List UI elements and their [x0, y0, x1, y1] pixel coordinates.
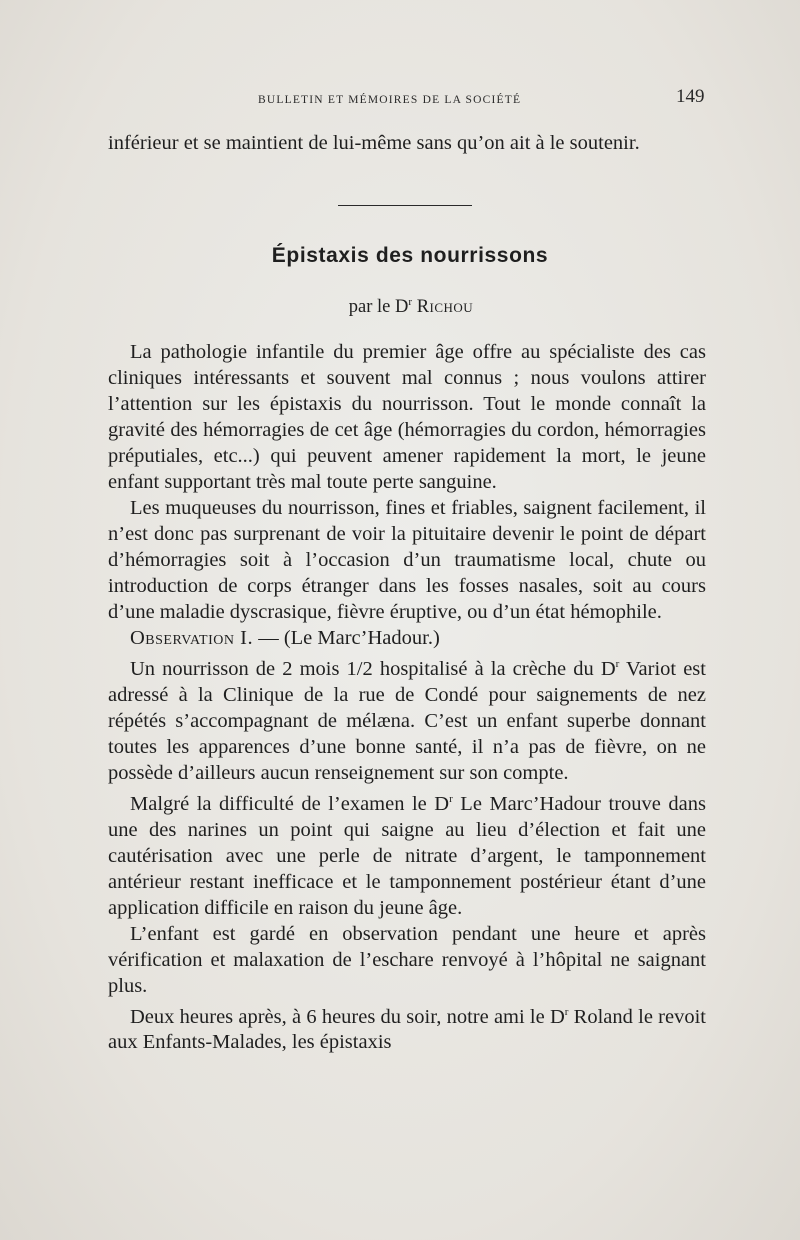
article-byline	[0, 296, 800, 318]
byline-sup: r	[408, 296, 413, 308]
obs1-text-a: Un nourrisson de 2 mois 1/2 hospitalisé à la crèche du D	[130, 657, 616, 680]
observation-heading	[108, 625, 706, 651]
obs4-text-b: Roland le revoit aux Enfants-Malades, les épistaxis	[108, 1005, 706, 1054]
section-divider	[338, 205, 472, 206]
observation-label: Observation I.	[130, 627, 254, 649]
observation-paragraph-3: L’enfant est gardé en observation pendant une heure et après vérification et malaxation de l’eschare renvoyé à l’hôpital ne saignant plus.	[108, 922, 706, 997]
obs2-text-b: Le Marc’Hadour trouve dans une des narines un point qui saigne au lieu d’élection et fait une cautérisation avec une perle de nitrate d’argent, le tamponnement antérieur restant inefficace et le tamponnement postérieur étant d’une application difficile en raison du jeune âge.	[108, 792, 706, 919]
paragraph-intro: La pathologie infantile du premier âge offre au spécialiste des cas cliniques intéressants et souvent mal connus ; nous voulons attirer l’attention sur les épistaxis du nourrisson. Tout le monde connaît la gravité des hémorragies de cet âge (hémorragies du cordon, hémorragies préputiales, etc...) qui peuvent amener rapidement la mort, le jeune enfant supportant très mal toute perte sanguine.	[108, 341, 706, 493]
observation-paragraph-4	[108, 999, 706, 1056]
running-head: BULLETIN ET MÉMOIRES DE LA SOCIÉTÉ	[258, 94, 522, 106]
paragraph-mucosa: Les muqueuses du nourrisson, fines et friables, saignent facilement, il n’est donc pas surprenant de voir la pituitaire devenir le point de départ d’hémorragies soit à l’occasion d’un traumatisme local, chute ou introduction de corps étranger dans les fosses nasales, soit au cours d’une maladie dyscrasique, fièvre éruptive, ou d’un état hémophile.	[108, 497, 706, 623]
byline-prefix: par le D	[348, 297, 409, 318]
observation-paragraph-1	[108, 651, 706, 786]
observation-paragraph-2	[108, 786, 706, 921]
observation-source: — (Le Marc’Hadour.)	[253, 627, 440, 649]
obs2-sup: r	[449, 792, 453, 805]
obs4-text-a: Deux heures après, à 6 heures du soir, notre ami le D	[130, 1005, 565, 1028]
article-title: Épistaxis des nourrissons	[271, 244, 549, 267]
page-number: 149	[676, 86, 705, 107]
obs1-sup: r	[615, 658, 620, 670]
obs2-text-a: Malgré la difficulté de l’examen le D	[130, 792, 450, 815]
article-body	[108, 339, 706, 1055]
obs1-text-b: Variot est adressé à la Clinique de la rue de Condé pour saignements de nez répétés s’accompagnant de mélæna. C’est un enfant superbe donnant toutes les apparences d’une bonne santé, il n’a pas de fièvre, on ne possède d’ailleurs aucun renseignement sur son compte.	[108, 657, 706, 784]
byline-author: Richou	[416, 297, 474, 318]
continuation-paragraph: inférieur et se maintient de lui-même sans qu’on ait à le soutenir.	[108, 132, 640, 154]
obs4-sup: r	[564, 1005, 569, 1018]
